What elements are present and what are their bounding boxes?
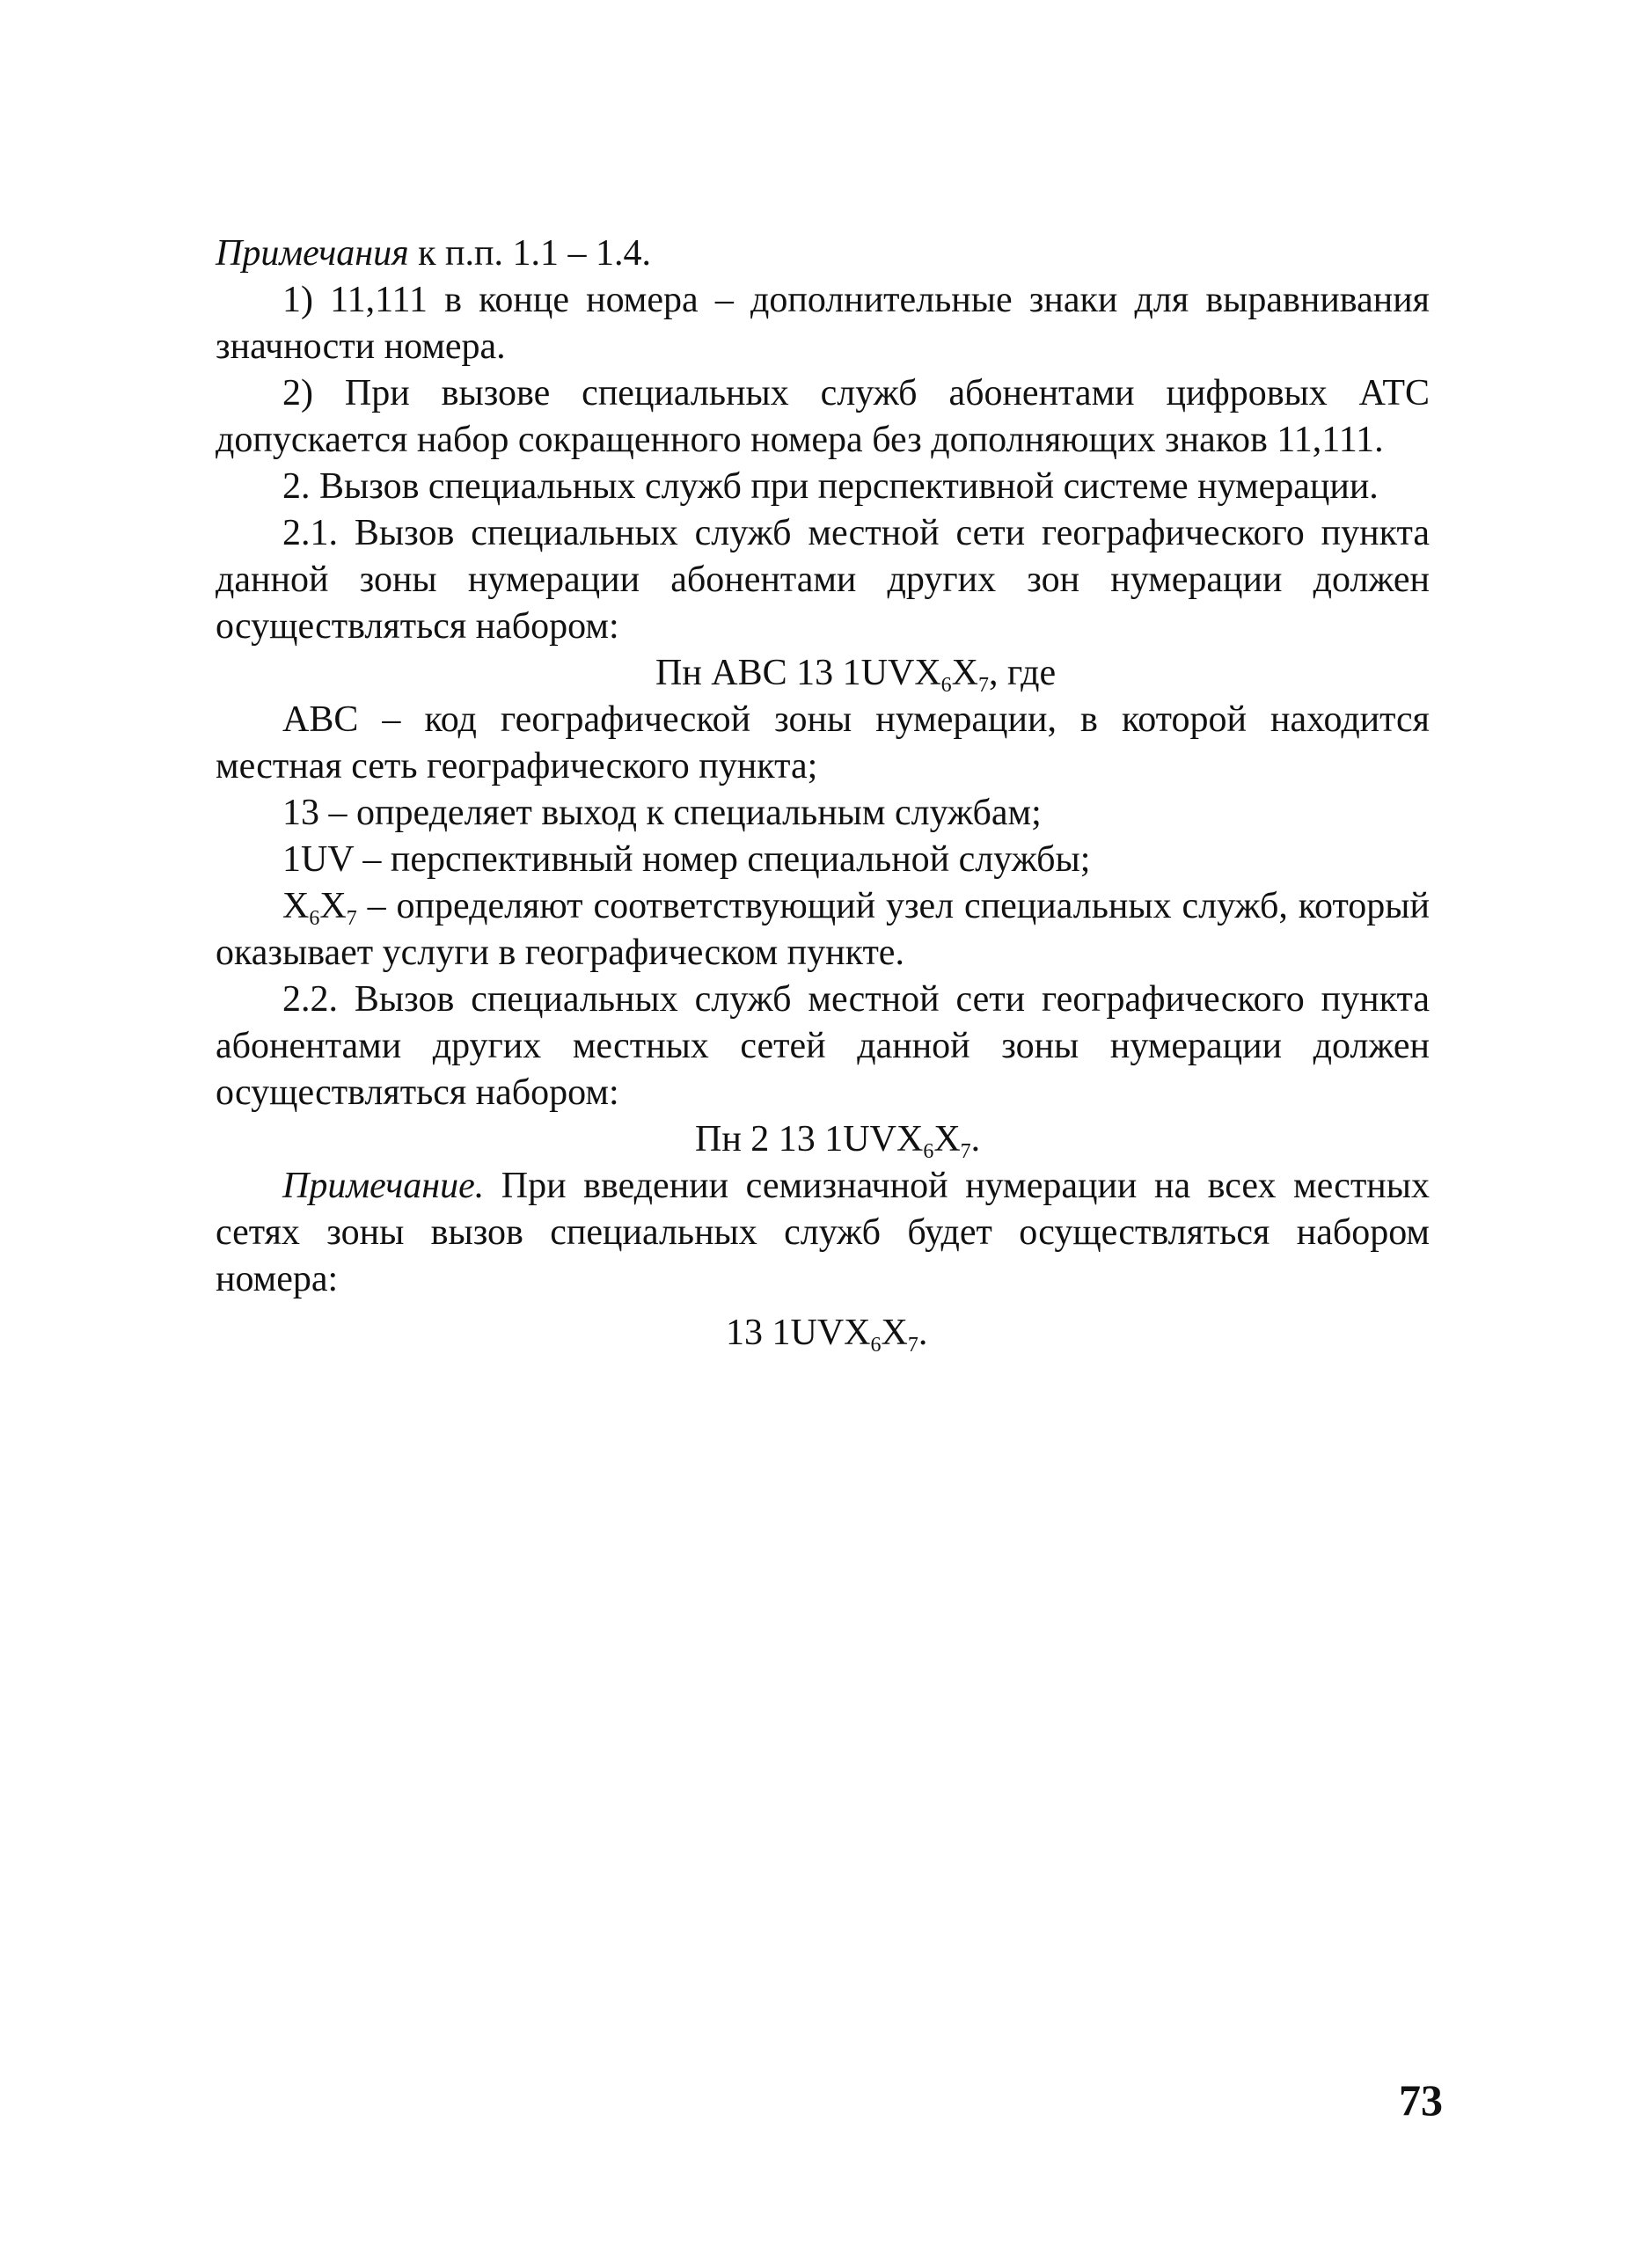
formula-1: Пн АВС 13 $1UVX_6X_7$, где	[655, 653, 1057, 697]
definition-abc: АВС – код географической зоны нумерации, в которой находится местная сеть географического пункта;	[216, 699, 1430, 786]
notes-ref: к п.п. 1.1 – 1.4.	[408, 233, 651, 274]
document-body	[216, 230, 1430, 1357]
section-2-1: 2.1. Вызов специальных служб местной сети географического пункта данной зоны нумерации абонентами других зон нумерации должен осуществляться набором:	[216, 513, 1430, 647]
section-2-2: 2.2. Вызов специальных служб местной сети географического пункта абонентами других местных сетей данной зоны нумерации должен осуществляться набором:	[216, 979, 1430, 1113]
formula-3: 13 $1UVX_6X_7$.	[726, 1313, 928, 1357]
final-note	[216, 1163, 1430, 1303]
definition-1uv: 1UV – перспективный номер специальной службы;	[282, 839, 1091, 880]
final-note-label: Примечание.	[282, 1166, 485, 1206]
section-2-heading: 2. Вызов специальных служб при перспективной системе нумерации.	[282, 466, 1379, 507]
definition-x6x7: $X_6X_7$ – определяют соответствующий узел специальных служб, который оказывает услуги в географическом пункте.	[216, 886, 1430, 973]
final-note-text: При введении семизначной нумерации на всех местных сетях зоны вызов специальных служб будет осуществляться набором номера:	[216, 1166, 1430, 1299]
page-number: 73	[1399, 2075, 1443, 2125]
notes-header	[216, 230, 1430, 277]
note-2: 2) При вызове специальных служб абонентами цифровых АТС допускается набор сокращенного номера без дополняющих знаков 11,111.	[216, 373, 1430, 460]
formula-2: Пн 2 13 $1UVX_6X_7$.	[695, 1119, 981, 1163]
notes-title: Примечания	[216, 233, 409, 274]
note-1: 1) 11,111 в конце номера – дополнительные знаки для выравнивания значности номера.	[216, 280, 1430, 367]
definition-13: 13 – определяет выход к специальным службам;	[282, 793, 1042, 833]
